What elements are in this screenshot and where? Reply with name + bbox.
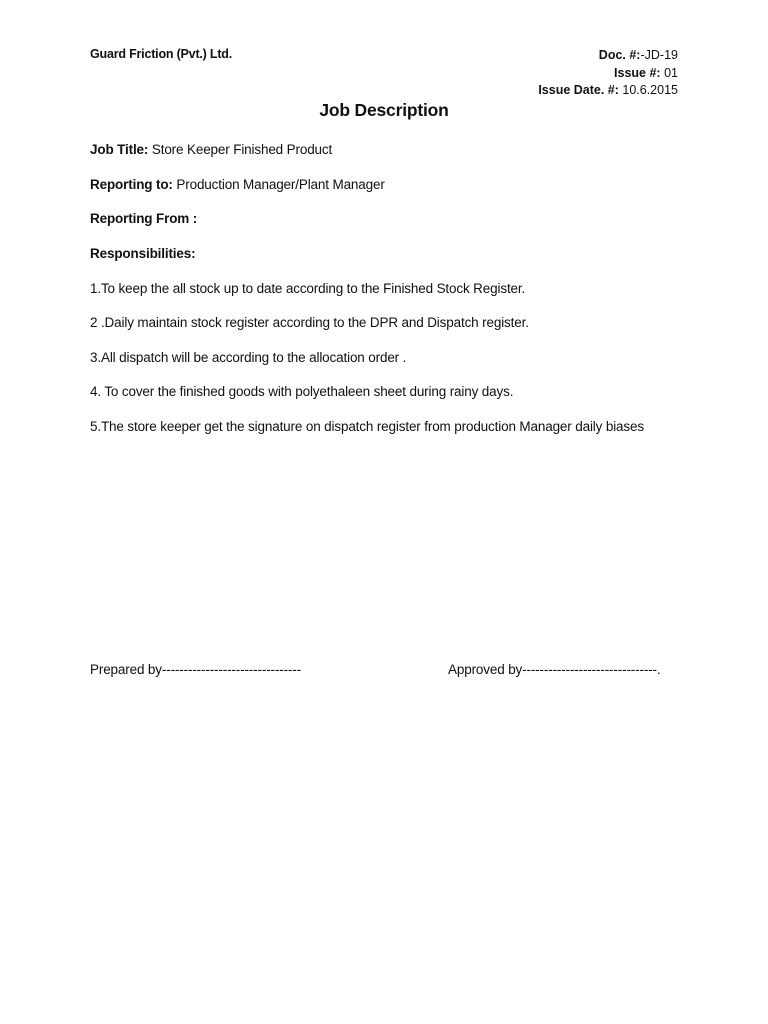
doc-number-value: -JD-19 [640,48,678,62]
issue-number [538,65,678,83]
responsibility-item: 2 .Daily maintain stock register according to the DPR and Dispatch register. [90,315,529,330]
document-meta [538,47,678,100]
responsibility-item: 1.To keep the all stock up to date according to the Finished Stock Register. [90,281,526,296]
responsibility-item: 4. To cover the finished goods with polyethaleen sheet during rainy days. [90,384,514,399]
reporting-from-label: Reporting From : [90,211,198,226]
reporting-to-value: Production Manager/Plant Manager [172,177,385,192]
reporting-from-line [90,211,197,226]
doc-number-label: Doc. #: [598,48,641,62]
page-title: Job Description [319,100,449,120]
issue-date-label: Issue Date. #: [538,83,619,97]
issue-date [538,82,678,100]
responsibility-item: 5.The store keeper get the signature on dispatch register from production Manager daily biases [90,419,644,434]
company-name: Guard Friction (Pvt.) Ltd. [90,47,233,61]
responsibility-item: 3.All dispatch will be according to the allocation order . [90,350,407,365]
reporting-to-line [90,177,385,192]
responsibilities-label: Responsibilities: [90,246,196,261]
reporting-to-label: Reporting to: [90,177,173,192]
doc-number [538,47,678,65]
issue-number-label: Issue #: [614,65,661,80]
job-title-label: Job Title: [90,142,149,157]
approved-by-signature: Approved by-------------------------------. [448,662,661,677]
issue-number-value: 01 [660,65,678,80]
job-title-value: Store Keeper Finished Product [148,142,333,157]
job-title-line [90,142,332,157]
issue-date-value: 10.6.2015 [618,83,678,97]
prepared-by-signature: Prepared by-------------------------------- [90,662,301,677]
responsibilities-heading [90,246,195,261]
